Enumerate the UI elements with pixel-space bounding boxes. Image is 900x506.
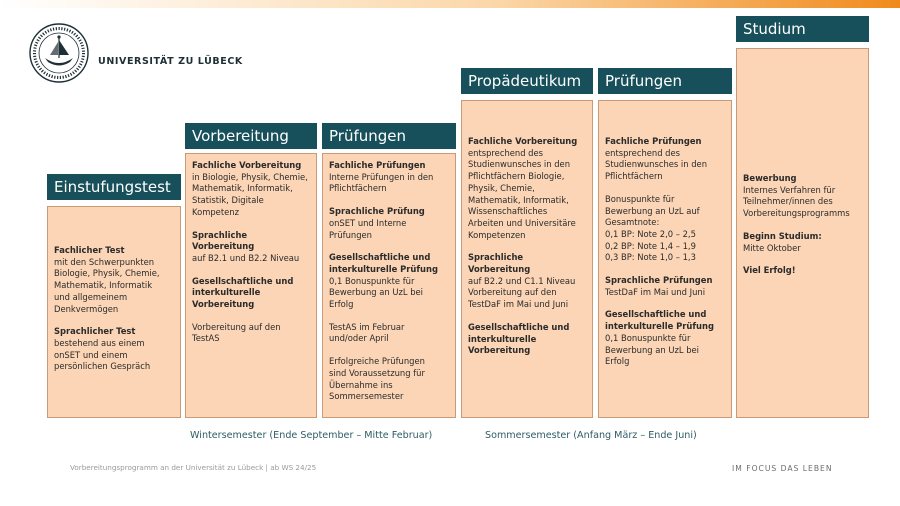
box-section: Gesellschaftliche und interkulturelle Vorbereitung [192, 275, 294, 310]
stage-box-studium [736, 48, 869, 418]
footer-program-note: Vorbereitungsprogramm an der Universität zu Lübeck | ab WS 24/25 [70, 463, 317, 472]
box-section: Sprachliche Vorbereitung auf B2.1 und B2.2 Niveau [192, 229, 300, 263]
stage-header-einstufungstest: Einstufungstest [47, 174, 181, 200]
box-section: Fachliche Vorbereitung entsprechend des Studienwunsches in den Pflichtfächern Biologie, Physik, Chemie, Mathematik, Informatik, Wissenschaftliches Arbeiten und Universitäre Kompetenzen [468, 136, 578, 240]
box-section: Vorbereitung auf den TestAS [192, 321, 281, 344]
stage-header-studium: Studium [736, 16, 869, 42]
stage-box-pruefungen-winter [322, 153, 456, 418]
summer-semester-label: Sommersemester (Anfang März – Ende Juni) [485, 430, 697, 441]
box-section: Sprachliche Prüfung onSET und Interne Prüfungen [329, 206, 425, 240]
box-section: Sprachliche Prüfungen TestDaF im Mai und Juni [605, 275, 713, 297]
box-section: Bonuspunkte für Bewerbung an UzL auf Gesamtnote: 0,1 BP: Note 2,0 – 2,5 0,2 BP: Note 1,4 – 1,9 0,3 BP: Note 1,0 – 1,3 [605, 193, 700, 263]
stage-box-pruefungen-summer [598, 100, 732, 418]
box-section: Beginn Studium: Mitte Oktober [743, 230, 822, 253]
stage-box-vorbereitung [185, 153, 317, 418]
stage-header-propaedeutikum: Propädeutikum [461, 68, 593, 94]
box-section: Bewerbung Internes Verfahren für Teilnehmer/innen des Vorbereitungsprogramms [743, 173, 850, 219]
box-section: Erfolgreiche Prüfungen sind Voraussetzung für Übernahme ins Sommersemester [329, 356, 425, 402]
university-seal-icon [28, 22, 90, 84]
box-section: TestAS im Februar und/oder April [329, 321, 405, 344]
box-section: Viel Erfolg! [743, 265, 796, 276]
footer-tagline: IM FOCUS DAS LEBEN [732, 464, 833, 473]
stage-header-pruefungen-summer: Prüfungen [598, 68, 732, 94]
box-section: Fachliche Vorbereitung in Biologie, Physik, Chemie, Mathematik, Informatik, Statistik, Digitale Kompetenz [192, 160, 308, 217]
box-section: Gesellschaftliche und interkulturelle Prüfung 0,1 Bonuspunkte für Bewerbung an UzL bei Erfolg [329, 252, 438, 310]
box-section: Gesellschaftliche und interkulturelle Vorbereitung [468, 321, 570, 356]
box-section: Sprachlicher Test bestehend aus einem onSET und einem persönlichen Gespräch [54, 326, 151, 372]
stage-box-propaedeutikum [461, 100, 593, 418]
stage-header-pruefungen-winter: Prüfungen [322, 123, 456, 149]
top-accent-bar [0, 0, 900, 8]
box-section: Sprachliche Vorbereitung auf B2.2 und C1.1 Niveau Vorbereitung auf den TestDaF im Mai und Juni [468, 252, 576, 310]
box-section: Gesellschaftliche und interkulturelle Prüfung 0,1 Bonuspunkte für Bewerbung an UzL bei Erfolg [605, 309, 714, 367]
winter-semester-label: Wintersemester (Ende September – Mitte Februar) [190, 430, 433, 441]
university-name: UNIVERSITÄT ZU LÜBECK [98, 56, 243, 67]
stage-box-einstufungstest [47, 206, 181, 418]
box-section: Fachliche Prüfungen Interne Prüfungen in den Pflichtfächern [329, 160, 434, 194]
box-section: Fachlicher Test mit den Schwerpunkten Biologie, Physik, Chemie, Mathematik, Informatik und allgemeinem Denkvermögen [54, 245, 160, 314]
box-section: Fachliche Prüfungen entsprechend des Studienwunsches in den Pflichtfächern [605, 136, 708, 182]
stage-header-vorbereitung: Vorbereitung [185, 123, 317, 149]
